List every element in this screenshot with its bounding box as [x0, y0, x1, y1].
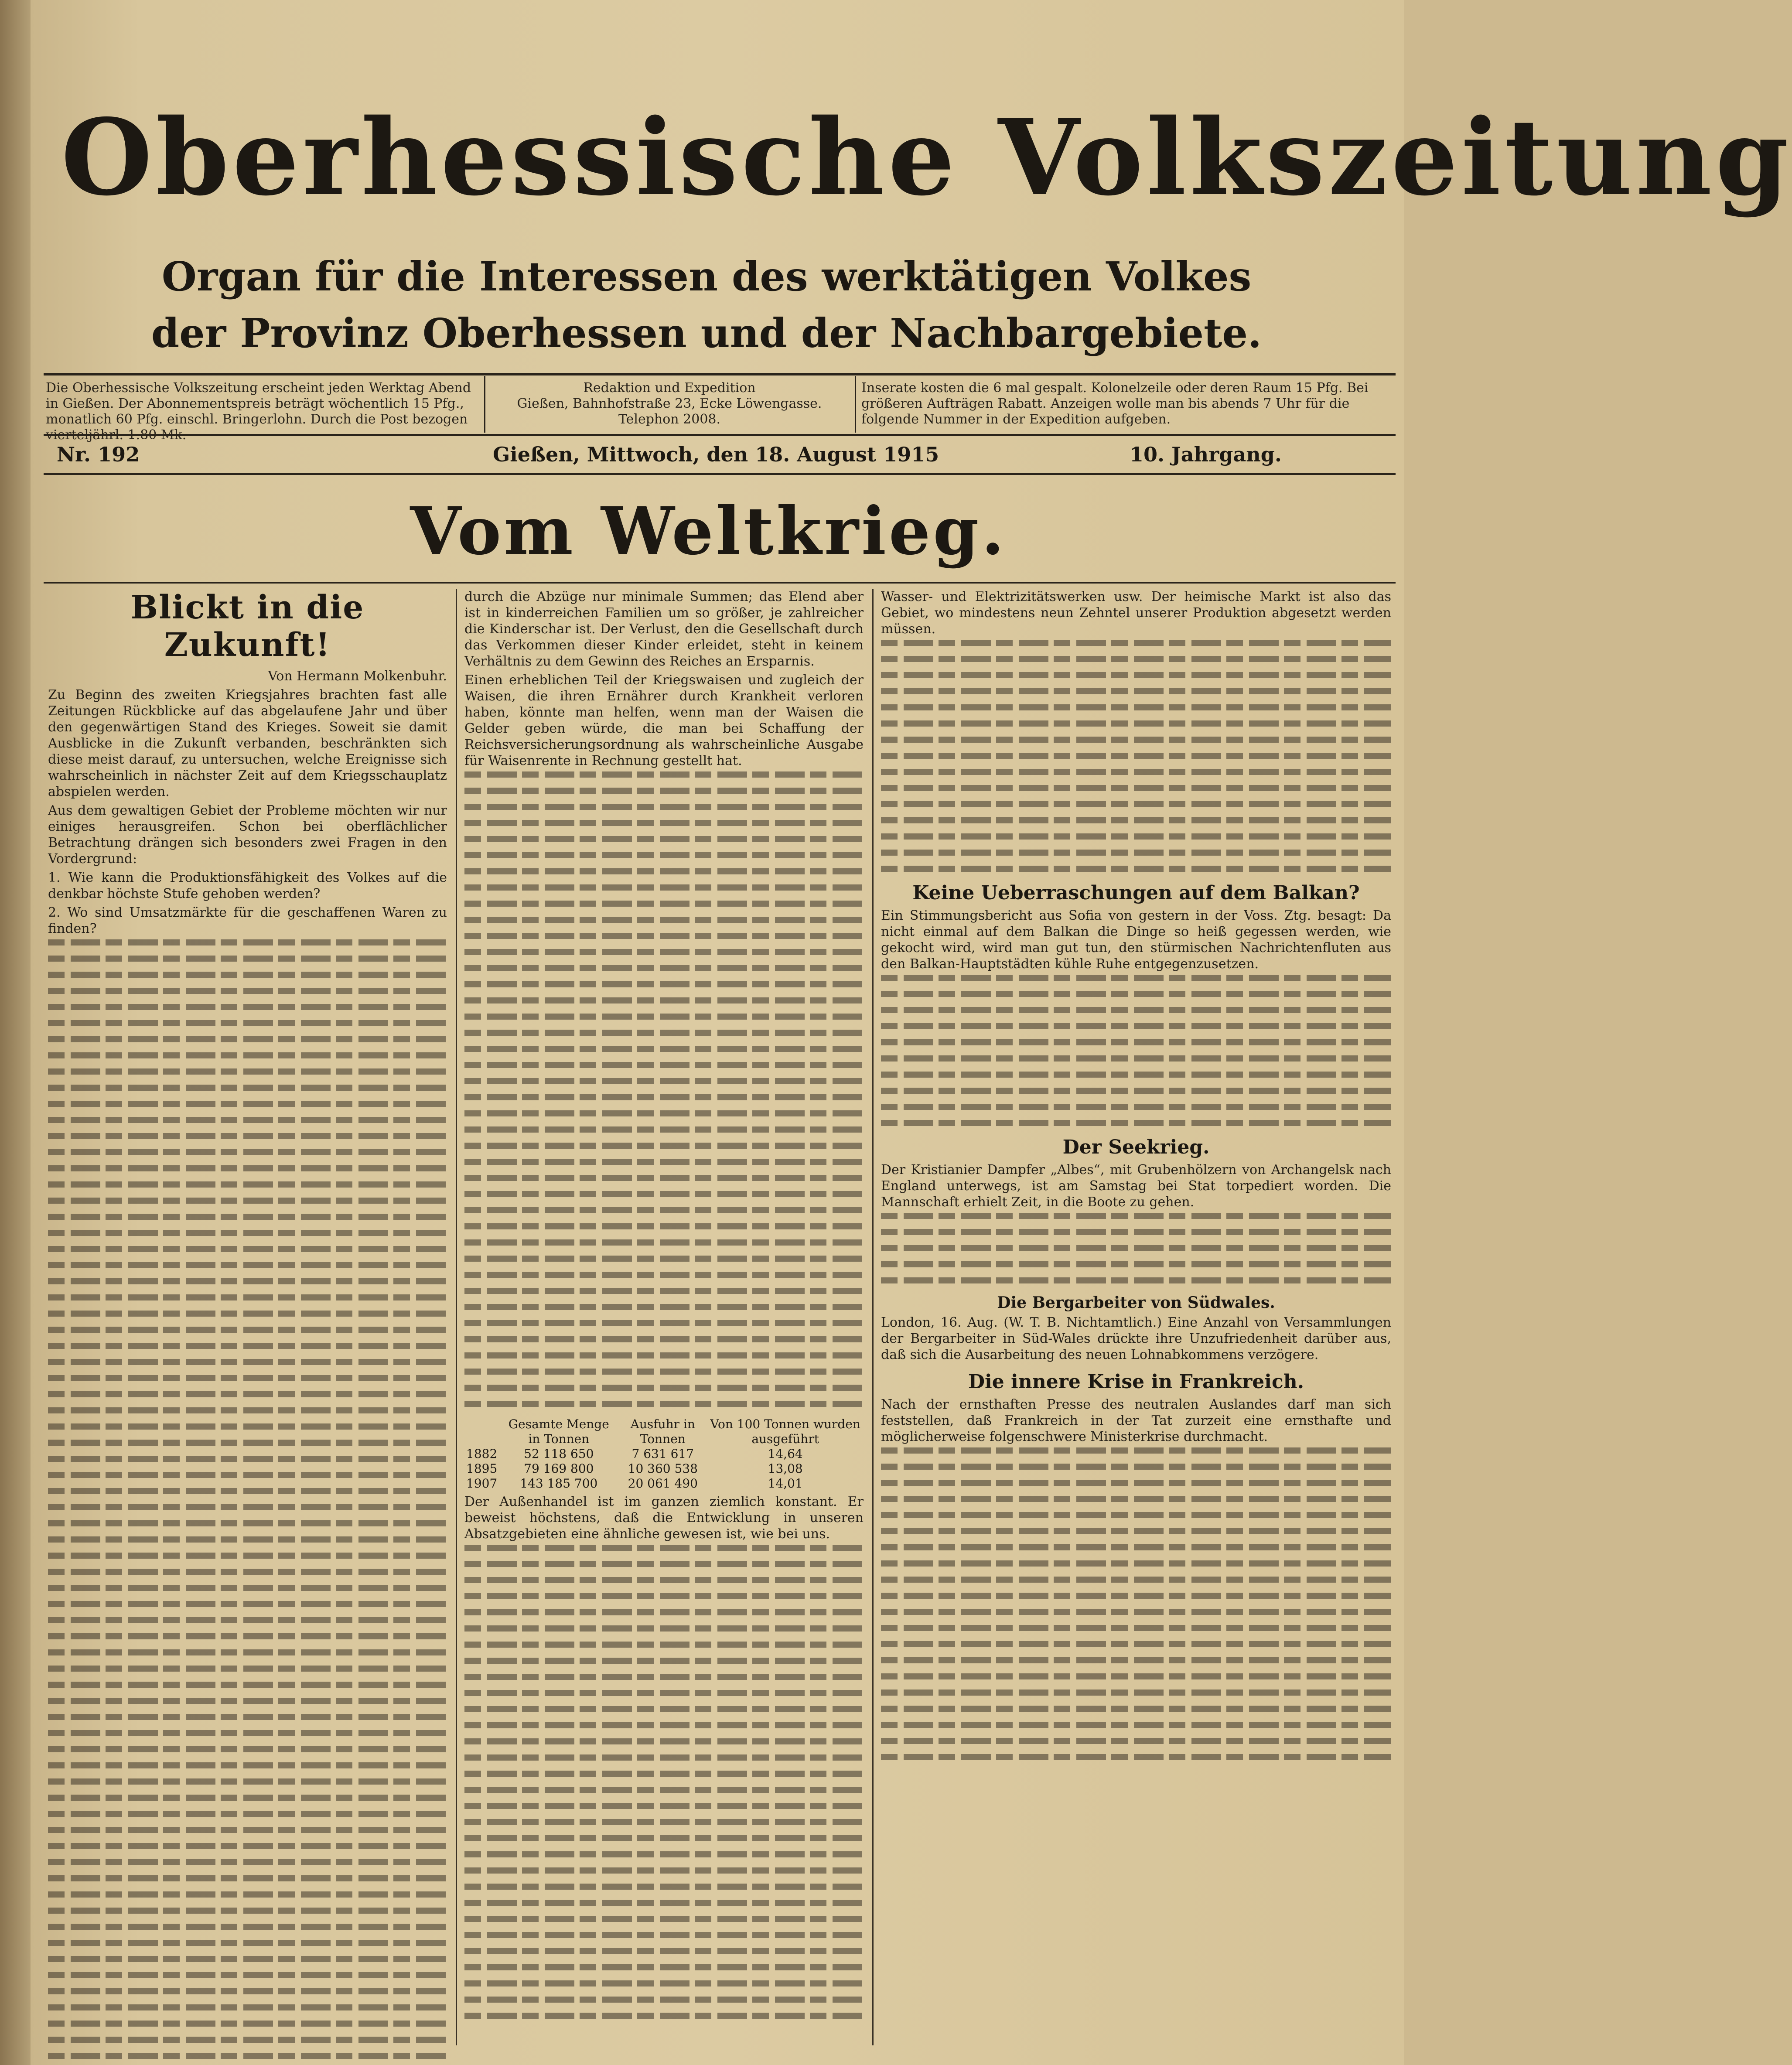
masthead-subtitle-2: der Provinz Oberhessen und der Nachbargebiete.: [151, 310, 1262, 357]
table-header-cell: Von 100 Tonnen wurden ausgeführt: [710, 1417, 860, 1446]
editorial-info-line-3: Telephon 2008.: [618, 412, 721, 427]
info-divider-left: [484, 376, 485, 433]
table-header-cell: [464, 1417, 499, 1447]
issue-number: Nr. 192: [57, 443, 140, 466]
article-byline: Von Hermann Molkenbuhr.: [268, 669, 447, 684]
issue-date: Gießen, Mittwoch, den 18. August 1915: [493, 443, 939, 466]
text-block-continuation: [48, 939, 447, 2059]
article-paragraph: Aus dem gewaltigen Gebiet der Probleme möchten wir nur einiges herausgreifen. Schon bei oberflächlicher Betrachtung drängen sich besonders zwei Fragen in den Vordergrund:: [48, 803, 447, 867]
export-statistics-table: [464, 1417, 864, 1491]
table-cell: 52 118 650: [524, 1447, 594, 1461]
table-cell: 1907: [466, 1476, 498, 1491]
table-cell: 1895: [466, 1461, 498, 1476]
header-rule-top: [44, 373, 1396, 375]
article-title-bergarbeiter: Die Bergarbeiter von Südwales.: [997, 1294, 1275, 1312]
binding-edge: [0, 0, 31, 2065]
masthead-subtitle-1: Organ für die Interessen des werktätigen Volkes: [161, 253, 1252, 300]
editorial-info-line-1: Redaktion und Expedition: [583, 380, 756, 396]
column-2: [464, 589, 864, 2045]
editorial-info: [491, 380, 848, 427]
subscription-info: Die Oberhessische Volkszeitung erscheint jeden Werktag Abend in Gießen. Der Abonnementspreis beträgt wöchentlich 15 Pfg., monatlich 60 Pfg. einschl. Bringerlohn. Durch die Post bezogen vierteljährl. 1.80 Mk.: [46, 380, 471, 443]
table-cell: 79 169 800: [524, 1461, 594, 1476]
headline: Vom Weltkrieg.: [410, 493, 1007, 570]
article-paragraph: Der Außenhandel ist im ganzen ziemlich konstant. Er beweist höchstens, daß die Entwicklung in unseren Absatzgebieten eine ähnliche gewesen ist, wie bei uns.: [464, 1494, 864, 1542]
article-title-seekrieg: Der Seekrieg.: [1062, 1136, 1210, 1158]
table-row: [464, 1461, 864, 1476]
article-paragraph: Zu Beginn des zweiten Kriegsjahres brachten fast alle Zeitungen Rückblicke auf das abgelaufene Jahr und über den gegenwärtigen Stand des Krieges. Soweit sie damit Ausblicke in die Zukunft verbanden, beschränkten sich diese meist darauf, zu untersuchen, welche Ereignisse sich wahrscheinlich in nächster Zeit auf dem Kriegsschauplatz abspielen werden.: [48, 687, 447, 799]
table-header-cell: Ausfuhr in Tonnen: [630, 1417, 695, 1446]
article-paragraph: Wasser- und Elektrizitätswerken usw. Der heimische Markt ist also das Gebiet, wo mindestens neun Zehntel unserer Produktion abgesetzt werden müssen.: [881, 589, 1391, 637]
table-cell: 143 185 700: [520, 1476, 598, 1491]
dateline-rule: [44, 473, 1396, 475]
text-block-continuation: [464, 1545, 864, 2019]
article-paragraph: 2. Wo sind Umsatzmärkte für die geschaffenen Waren zu finden?: [48, 905, 447, 936]
column-1: [48, 589, 447, 2045]
table-cell: 20 061 490: [628, 1476, 698, 1491]
table-header-cell: Gesamte Menge in Tonnen: [508, 1417, 609, 1446]
article-paragraph: Nach der ernsthaften Presse des neutralen Auslandes darf man sich feststellen, daß Frankreich in der Tat zurzeit eine ernsthafte und möglicherweise folgenschwere Ministerkrise durchmacht.: [881, 1397, 1391, 1444]
column-divider-1: [456, 589, 457, 2045]
text-block-continuation: [881, 1213, 1391, 1283]
article-paragraph: 1. Wie kann die Produktionsfähigkeit des Volkes auf die denkbar höchste Stufe gehoben werden?: [48, 870, 447, 901]
advertising-info: Inserate kosten die 6 mal gespalt. Kolonelzeile oder deren Raum 15 Pfg. Bei größeren Aufträgen Rabatt. Anzeigen wolle man bis abends 7 Uhr für die folgende Nummer in der Expedition aufgeben.: [861, 380, 1369, 427]
article-paragraph: London, 16. Aug. (W. T. B. Nichtamtlich.) Eine Anzahl von Versammlungen der Bergarbeiter in Süd-Wales drückte ihre Unzufriedenheit darüber aus, daß sich die Ausarbeitung des neuen Lohnabkommens verzögere.: [881, 1315, 1391, 1362]
article-paragraph: Einen erheblichen Teil der Kriegswaisen und zugleich der Waisen, die ihren Ernährer durch Krankheit verloren haben, könnte man helfen, wenn man der Waisen die Gelder geben würde, die man bei Schaffung der Reichsversicherungsordnung als wahrscheinliche Ausgabe für Waisenrente in Rechnung gestellt hat.: [464, 672, 864, 768]
text-block-continuation: [881, 1447, 1391, 1760]
article-paragraph: Der Kristianier Dampfer „Albes“, mit Grubenhölzern von Archangelsk nach England unterwegs, ist am Samstag bei Stat torpediert worden. Die Mannschaft erhielt Zeit, in die Boote zu gehen.: [881, 1162, 1391, 1210]
volume-year: 10. Jahrgang.: [1130, 443, 1282, 466]
article-paragraph: Ein Stimmungsbericht aus Sofia von gestern in der Voss. Ztg. besagt: Da nicht einmal auf dem Balkan die Dinge so heiß gegessen werden, wie gekocht wird, wird man gut tun, den stürmischen Nachrichtenfluten aus den Balkan-Hauptstädten kühle Ruhe entgegenzusetzen.: [881, 908, 1391, 972]
article-paragraph: durch die Abzüge nur minimale Summen; das Elend aber ist in kinderreichen Familien um so größer, je zahlreicher die Kinderschar ist. Der Verlust, den die Gesellschaft durch das Verkommen dieser Kinder erleidet, steht in keinem Verhältnis zu dem Gewinn des Reiches an Ersparnis.: [464, 589, 864, 669]
table-cell: 10 360 538: [628, 1461, 698, 1476]
article-title-balkan: Keine Ueberraschungen auf dem Balkan?: [912, 882, 1360, 904]
table-cell: 1882: [466, 1447, 498, 1461]
text-block-continuation: [881, 975, 1391, 1126]
info-divider-right: [855, 376, 856, 433]
headline-rule: [44, 582, 1396, 584]
table-cell: 14,64: [768, 1447, 803, 1461]
text-block-continuation: [464, 771, 864, 1407]
masthead-title: Oberhessische Volkszeitung: [61, 96, 1792, 219]
table-cell: 7 631 617: [631, 1447, 694, 1461]
column-3: [881, 589, 1391, 2045]
table-row: [464, 1447, 864, 1461]
text-block-continuation: [881, 640, 1391, 872]
table-row: [464, 1476, 864, 1491]
table-cell: 13,08: [768, 1461, 803, 1476]
article-title-zukunft: Blickt in die Zukunft!: [130, 589, 365, 664]
editorial-info-line-2: Gießen, Bahnhofstraße 23, Ecke Löwengasse.: [517, 396, 822, 411]
article-title-frankreich: Die innere Krise in Frankreich.: [968, 1371, 1304, 1393]
table-header-row: [464, 1417, 864, 1447]
column-divider-2: [872, 589, 874, 2045]
table-cell: 14,01: [768, 1476, 803, 1491]
